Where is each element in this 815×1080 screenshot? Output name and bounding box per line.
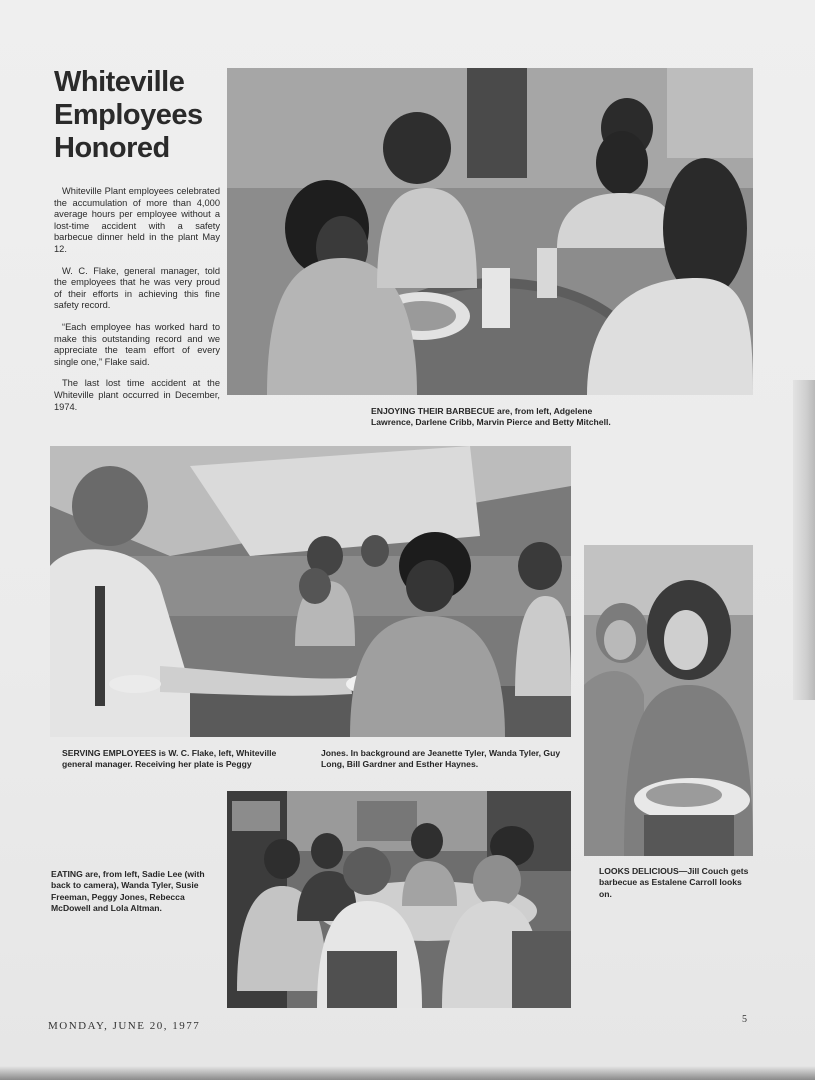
photo-serving-employees bbox=[50, 446, 571, 737]
headline-line-2: Employees bbox=[54, 99, 203, 131]
caption-serving-left: SERVING EMPLOYEES is W. C. Flake, left, Whiteville general manager. Receiving her plate is Peggy bbox=[62, 748, 277, 770]
article-paragraph: W. C. Flake, general manager, told the employees that he was very proud of their efforts in achieving this fine safety record. bbox=[54, 265, 220, 311]
page-fold-shadow bbox=[793, 380, 815, 700]
caption-enjoying-barbecue: ENJOYING THEIR BARBECUE are, from left, Adgelene Lawrence, Darlene Cribb, Marvin Pierce and Betty Mitchell. bbox=[371, 406, 611, 428]
caption-looks-delicious: LOOKS DELICIOUS—Jill Couch gets barbecue as Estalene Carroll looks on. bbox=[599, 866, 749, 899]
caption-eating: EATING are, from left, Sadie Lee (with back to camera), Wanda Tyler, Susie Freeman, Peggy Jones, Rebecca McDowell and Lola Altman. bbox=[51, 869, 205, 914]
article-paragraph: “Each employee has worked hard to make this outstanding record and we appreciate the team effort of every single one,” Flake said. bbox=[54, 321, 220, 367]
caption-serving-right: Jones. In background are Jeanette Tyler, Wanda Tyler, Guy Long, Bill Gardner and Esther Haynes. bbox=[321, 748, 561, 770]
page-bottom-shadow bbox=[0, 1066, 815, 1080]
article-body bbox=[54, 186, 220, 423]
article-headline bbox=[54, 66, 224, 165]
photo-enjoying-barbecue bbox=[227, 68, 753, 395]
page-number: 5 bbox=[742, 1014, 747, 1025]
headline-line-3: Honored bbox=[54, 132, 170, 164]
headline-line-1: Whiteville bbox=[54, 66, 185, 98]
article-paragraph: The last lost time accident at the Whiteville plant occurred in December, 1974. bbox=[54, 378, 220, 412]
photo-looks-delicious bbox=[584, 545, 753, 856]
article-paragraph: Whiteville Plant employees celebrated the accumulation of more than 4,000 average hours per employee without a lost-time accident with a safety barbecue dinner held in the plant May 12. bbox=[54, 186, 220, 254]
footer-date: MONDAY, JUNE 20, 1977 bbox=[48, 1020, 201, 1032]
photo-eating bbox=[227, 791, 571, 1008]
